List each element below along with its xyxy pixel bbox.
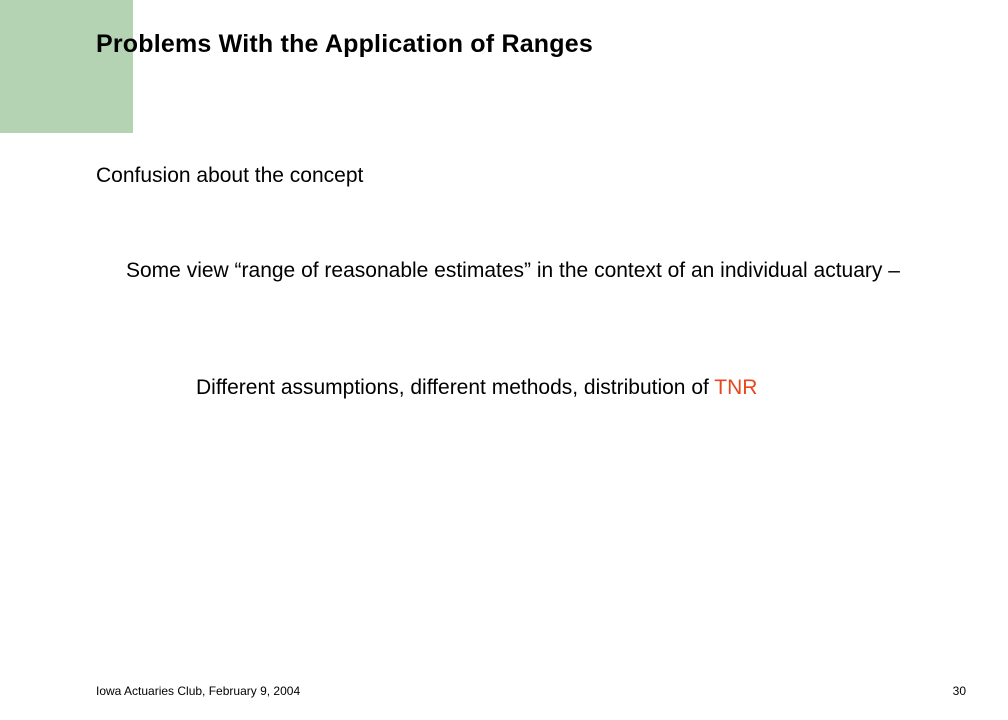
slide-title: Problems With the Application of Ranges bbox=[96, 30, 593, 58]
bullet-different-assumptions bbox=[196, 376, 757, 400]
tnr-highlight: TNR bbox=[714, 376, 758, 399]
footer-event: Iowa Actuaries Club, February 9, 2004 bbox=[96, 684, 301, 698]
bullet-confusion: Confusion about the concept bbox=[96, 164, 364, 187]
bullet-individual-actuary-view: Some view “range of reasonable estimates” in the context of an individual actuary – bbox=[126, 259, 900, 282]
bullet-different-assumptions-text: Different assumptions, different methods, distribution of bbox=[196, 376, 715, 399]
page-number: 30 bbox=[952, 684, 966, 698]
accent-block bbox=[0, 0, 133, 133]
